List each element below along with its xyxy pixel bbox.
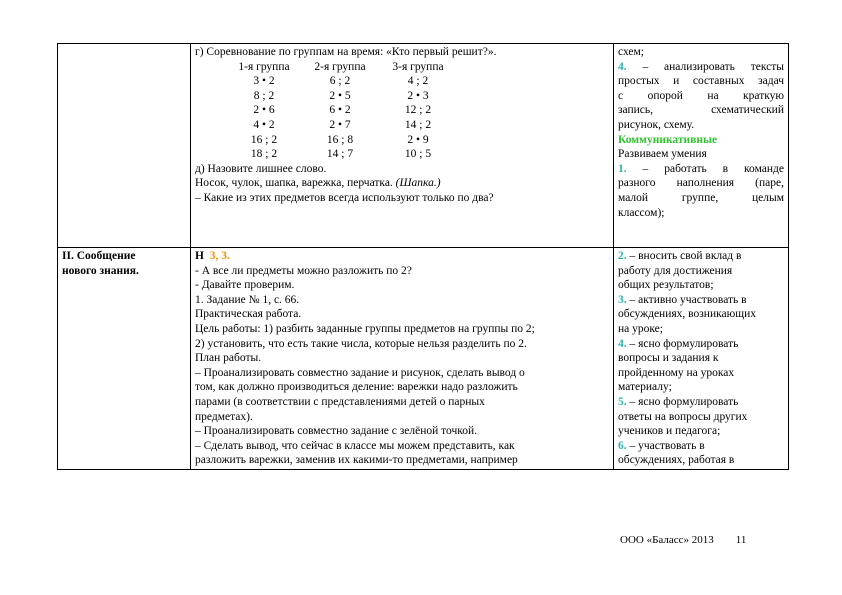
group-cell: 2 • 6 (253, 104, 275, 117)
group-cell: 4 ; 2 (407, 75, 429, 88)
activity-line: – Проанализировать совместно задание с зелёной точкой. (195, 425, 478, 438)
skill-line: 2. – вносить свой вклад в (618, 250, 742, 262)
group-cell: 16 ; 8 (326, 133, 354, 146)
group-cell: 2 • 5 (329, 89, 351, 102)
develop-heading: Развиваем умения (618, 148, 707, 161)
skill-line: разного наполнения (паре, (618, 177, 784, 190)
extra-words: Носок, чулок, шапка, варежка, перчатка. (Шапка.) (195, 177, 441, 190)
group-cell: 18 ; 2 (250, 148, 278, 161)
stage-cell (58, 248, 191, 470)
skill-line: запись, схематический (618, 104, 784, 117)
activity-cell (191, 248, 614, 470)
skill-line: обсуждениях, возникающих (618, 308, 756, 321)
group-row (229, 74, 609, 89)
skills-cell (614, 44, 789, 248)
group-row (229, 147, 609, 162)
group-cell: 2 • 9 (407, 133, 429, 146)
skill-line: вопросы и задания к (618, 352, 719, 365)
stage-title: II. Сообщение (62, 250, 136, 262)
group-row (229, 89, 609, 104)
activity-line: - А все ли предметы можно разложить по 2? (195, 264, 412, 277)
group-cell: 2 • 7 (329, 118, 351, 131)
skill-line: с опорой на краткую (618, 89, 784, 102)
group-rows (195, 74, 609, 162)
activity-line: 1. Задание № 1, с. 66. (195, 293, 300, 306)
extra-answer: (Шапка.) (395, 177, 441, 190)
competition-title: г) Соревнование по группам на время: «Кто первый решит?». (195, 46, 497, 58)
group-cell: 14 ; 2 (404, 118, 432, 131)
skill-line: классом); (618, 206, 665, 219)
group-cell: 6 ; 2 (329, 75, 351, 88)
group-header: 1-я группа (238, 60, 290, 73)
group-headers (229, 60, 609, 75)
skill-line: малой группе, целым (618, 191, 784, 204)
publisher: ООО «Баласс» 2013 (620, 534, 714, 546)
extra-question: – Какие из этих предметов всегда используют только по два? (195, 191, 494, 204)
activity-line: том, как должно производиться деление: варежки надо разложить (195, 381, 518, 394)
skill-line: 4. – ясно формулировать (618, 337, 739, 350)
skill-line: 6. – участвовать в (618, 439, 705, 452)
skill-line: 3. – активно участвовать в (618, 293, 747, 306)
activity-line: 2) установить, что есть такие числа, которые нельзя разделить по 2. (195, 337, 527, 350)
group-cell: 16 ; 2 (250, 133, 278, 146)
group-row (229, 103, 609, 118)
page-footer (620, 533, 746, 548)
activity-line: - Давайте проверим. (195, 279, 295, 292)
table-row (58, 248, 789, 470)
skill-line: обсуждениях, работая в (618, 454, 735, 467)
skills-list (618, 249, 784, 468)
skill-line: простых и составных задач (618, 75, 784, 88)
comm-heading: Коммуникативные (618, 133, 718, 146)
skill-line: 5. – ясно формулировать (618, 395, 739, 408)
skill-line: на уроке; (618, 322, 663, 335)
extra-title: д) Назовите лишнее слово. (195, 162, 327, 175)
group-cell: 4 • 2 (253, 118, 275, 131)
activity-line: предметах). (195, 410, 253, 423)
skill-line: схем; (618, 46, 644, 58)
group-cell: 10 ; 5 (404, 148, 432, 161)
activity-line: – Сделать вывод, что сейчас в классе мы можем представить, как (195, 439, 515, 452)
skill-line: ответы на вопросы других (618, 410, 748, 423)
skill-line: материалу; (618, 381, 672, 394)
activity-line: Практическая работа. (195, 308, 302, 321)
group-cell: 3 • 2 (253, 75, 275, 88)
lesson-table (57, 43, 789, 470)
group-header: 3-я группа (392, 60, 444, 73)
group-row (229, 133, 609, 148)
skill-line: рисунок, схему. (618, 118, 695, 131)
h-reference: Н 3, 3. (195, 250, 230, 262)
activity-line: – Проанализировать совместно задание и рисунок, сделать вывод о (195, 366, 525, 379)
activity-line: План работы. (195, 352, 262, 365)
stage-title: нового знания. (62, 264, 139, 277)
activity-line: Цель работы: 1) разбить заданные группы предметов на группы по 2; (195, 322, 535, 335)
group-cell: 14 ; 7 (326, 148, 354, 161)
group-row (229, 118, 609, 133)
skill-line: пройденному на уроках (618, 366, 735, 379)
group-header: 2-я группа (314, 60, 366, 73)
skills-cell (614, 248, 789, 470)
stage-cell (58, 44, 191, 248)
skill-line: работу для достижения (618, 264, 733, 277)
page-number: 11 (735, 534, 747, 546)
skill-line: 4. – анализировать тексты (618, 60, 784, 73)
activity-cell (191, 44, 614, 248)
table-row (58, 44, 789, 248)
activity-line: парами (в соответствии с представлениями детей о парных (195, 395, 485, 408)
skill-line: учеников и педагога; (618, 425, 721, 438)
group-cell: 6 • 2 (329, 104, 351, 117)
skill-line: 1. – работать в команде (618, 162, 784, 175)
skill-line: общих результатов; (618, 279, 714, 292)
group-cell: 12 ; 2 (404, 104, 432, 117)
group-cell: 2 • 3 (407, 89, 429, 102)
activity-line: разложить варежки, заменив их какими-то предметами, например (195, 454, 518, 467)
activity-lines (195, 264, 609, 468)
group-cell: 8 ; 2 (253, 89, 275, 102)
